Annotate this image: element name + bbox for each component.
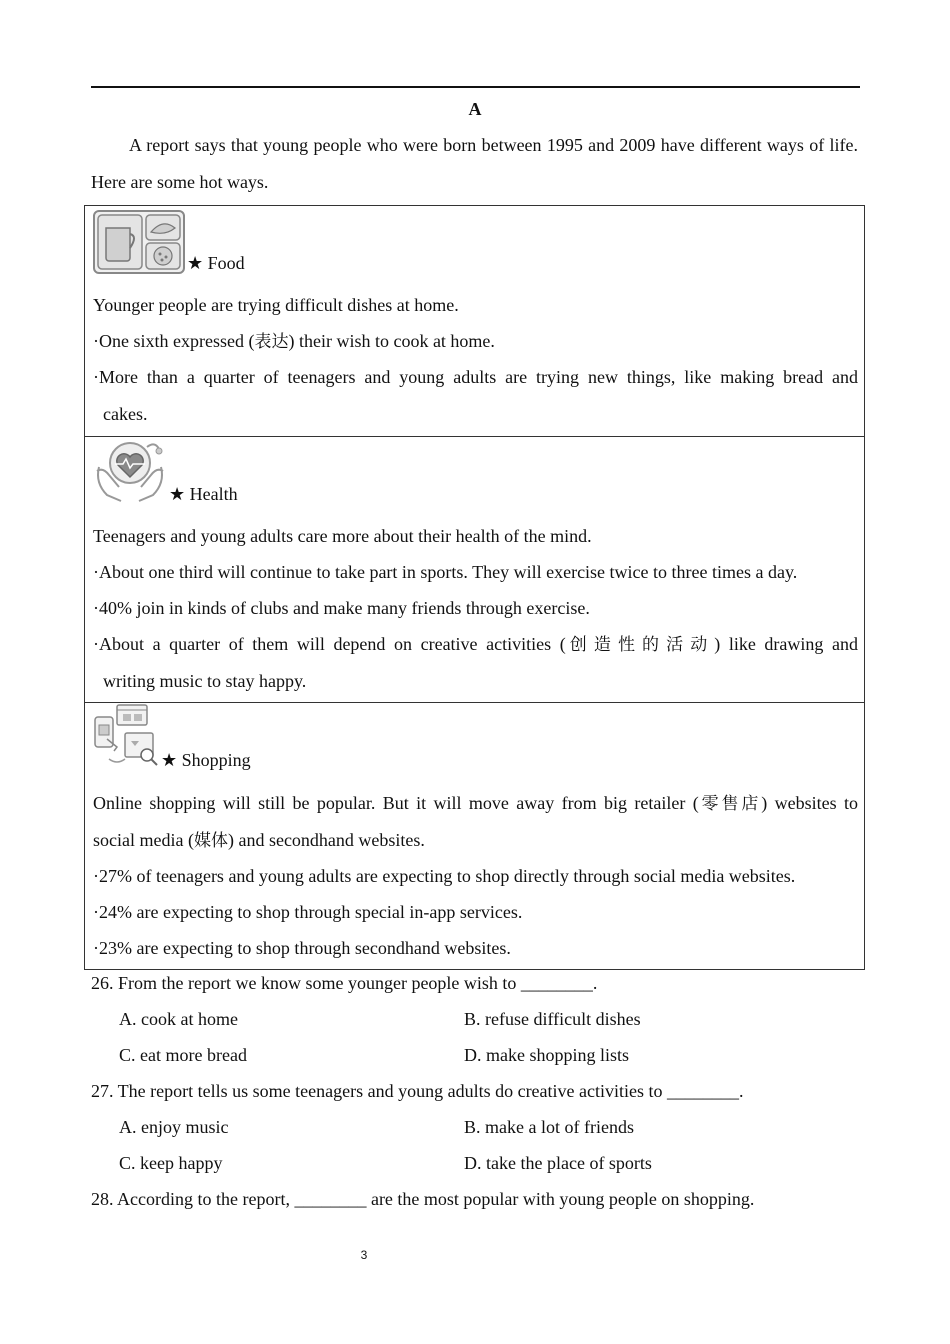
q27-option-c: C. keep happy bbox=[119, 1153, 223, 1173]
food-tray-icon bbox=[93, 210, 185, 274]
shopping-lead-2-text-b: ) and secondhand websites. bbox=[227, 830, 425, 850]
food-bullet-1-cjk: 表达 bbox=[254, 332, 289, 352]
shopping-lead-text-b: ) websites to bbox=[761, 793, 859, 813]
page-number: 3 bbox=[360, 1248, 368, 1262]
health-bullet-1: ·About one third will continue to take part in sports. They will exercise twice to three times a day. bbox=[93, 562, 798, 582]
food-section bbox=[84, 205, 865, 437]
shopping-lead bbox=[93, 792, 858, 815]
shopping-lead-cjk: 零售店 bbox=[698, 794, 762, 814]
intro-paragraph bbox=[91, 127, 858, 201]
q27-option-a: A. enjoy music bbox=[119, 1117, 229, 1137]
question-26: 26. From the report we know some younger people wish to ________. bbox=[91, 973, 598, 993]
section-title: A bbox=[468, 99, 482, 119]
food-bullet-1 bbox=[93, 330, 858, 353]
health-heading: ★ Health bbox=[169, 484, 238, 504]
shopping-bullet-1: ·27% of teenagers and young adults are expecting to shop directly through social media websites. bbox=[93, 866, 796, 886]
health-bullet-3-text-a: ·About a quarter of them will depend on creative activities ( bbox=[93, 634, 566, 654]
health-bullet-3-text-b: ) like drawing and bbox=[714, 634, 858, 654]
food-bullet-2-cont: cakes. bbox=[103, 404, 148, 424]
health-bullet-3-cjk: 创造性的活动 bbox=[565, 635, 715, 655]
heart-health-icon bbox=[93, 437, 167, 505]
shopping-section bbox=[84, 702, 865, 970]
q26-option-c: C. eat more bread bbox=[119, 1045, 247, 1065]
shopping-lead-2-cjk: 媒体 bbox=[193, 831, 228, 851]
intro-text: A report says that young people who were born between 1995 and 2009 have different ways of life. Here are some hot ways. bbox=[91, 135, 858, 192]
health-bullet-3-cont: writing music to stay happy. bbox=[103, 671, 307, 691]
q27-option-d: D. take the place of sports bbox=[464, 1153, 652, 1173]
q26-option-a: A. cook at home bbox=[119, 1009, 238, 1029]
shopping-lead-2 bbox=[93, 829, 858, 852]
shopping-header bbox=[93, 703, 251, 771]
food-bullet-1-text-a: ·One sixth expressed ( bbox=[93, 331, 255, 351]
health-bullet-2: ·40% join in kinds of clubs and make many friends through exercise. bbox=[93, 598, 590, 618]
shopping-lead-2-text-a: social media ( bbox=[93, 830, 194, 850]
shopping-heading: ★ Shopping bbox=[161, 750, 251, 770]
header-rule bbox=[91, 86, 860, 88]
q27-option-b: B. make a lot of friends bbox=[464, 1117, 634, 1137]
shopping-bullet-2: ·24% are expecting to shop through special in-app services. bbox=[93, 902, 523, 922]
food-bullet-2: ·More than a quarter of teenagers and young adults are trying new things, like making bread and bbox=[93, 367, 858, 387]
food-heading: ★ Food bbox=[187, 253, 245, 273]
health-bullet-3 bbox=[93, 633, 858, 656]
food-bullet-1-text-b: ) their wish to cook at home. bbox=[288, 331, 495, 351]
q26-option-b: B. refuse difficult dishes bbox=[464, 1009, 641, 1029]
shopping-lead-text-a: Online shopping will still be popular. But it will move away from big retailer ( bbox=[93, 793, 699, 813]
shopping-bullet-3: ·23% are expecting to shop through secondhand websites. bbox=[93, 938, 511, 958]
health-section bbox=[84, 436, 865, 703]
q26-option-d: D. make shopping lists bbox=[464, 1045, 629, 1065]
health-lead: Teenagers and young adults care more about their health of the mind. bbox=[93, 526, 592, 546]
question-27: 27. The report tells us some teenagers and young adults do creative activities to ________. bbox=[91, 1081, 744, 1101]
health-header bbox=[93, 437, 238, 505]
question-28: 28. According to the report, ________ are the most popular with young people on shopping. bbox=[91, 1189, 755, 1209]
food-lead: Younger people are trying difficult dishes at home. bbox=[93, 295, 459, 315]
online-shopping-icon bbox=[93, 703, 159, 771]
food-header bbox=[93, 210, 245, 274]
